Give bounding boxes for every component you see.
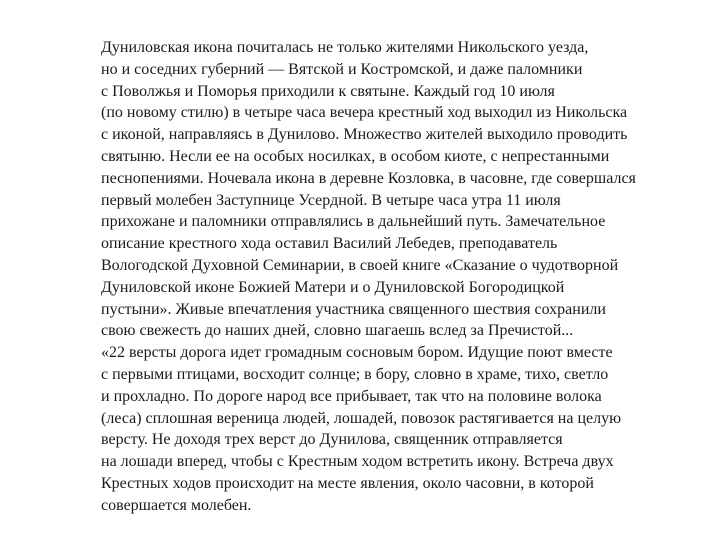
text-line-11: Вологодской Духовной Семинарии, в своей книге «Сказание о чудотворной — [101, 256, 619, 274]
text-line-6: святыню. Несли ее на особых носилках, в особом киоте, с непрестанными — [101, 147, 610, 165]
body-text — [101, 37, 701, 517]
text-line-8: первый молебен Заступнице Усердной. В четыре часа утра 11 июля — [101, 191, 561, 209]
text-line-12: Дуниловской иконе Божией Матери и о Дуниловской Богородицкой — [101, 278, 565, 296]
text-line-19: версту. Не доходя трех верст до Дунилова, священник отправляется — [101, 431, 563, 449]
text-line-4: (по новому стилю) в четыре часа вечера крестный ход выходил из Никольска — [101, 104, 628, 122]
text-line-18: (леса) сплошная вереница людей, лошадей, повозок растягивается на целую — [101, 409, 622, 427]
text-line-1: Дуниловская икона почиталась не только жителями Никольского уезда, — [101, 39, 589, 56]
text-line-22: совершается молебен. — [101, 496, 252, 514]
text-line-16: с первыми птицами, восходит солнце; в бору, словно в храме, тихо, светло — [101, 365, 609, 383]
text-line-10: описание крестного хода оставил Василий Лебедев, преподаватель — [101, 235, 558, 253]
text-line-5: с иконой, направляясь в Дунилово. Множество жителей выходило проводить — [101, 126, 628, 144]
text-line-17: и прохладно. По дороге народ все прибывает, так что на половине волока — [101, 387, 602, 405]
text-line-7: песнопениями. Ночевала икона в деревне Козловка, в часовне, где совершался — [101, 169, 636, 187]
text-line-2: но и соседних губерний — Вятской и Костромской, и даже паломники — [101, 60, 583, 78]
text-line-3: с Поволжья и Поморья приходили к святыне. Каждый год 10 июля — [101, 82, 555, 100]
text-line-13: пустыни». Живые впечатления участника священного шествия сохранили — [101, 300, 606, 318]
text-line-21: Крестных ходов происходит на месте явления, около часовни, в которой — [101, 474, 594, 492]
text-line-9: прихожане и паломники отправлялись в дальнейший путь. Замечательное — [101, 213, 606, 231]
text-line-14: свою свежесть до наших дней, словно шагаешь вслед за Пречистой... — [101, 322, 574, 340]
text-line-20: на лошади вперед, чтобы с Крестным ходом встретить икону. Встреча двух — [101, 453, 614, 471]
text-line-15: «22 версты дорога идет громадным сосновым бором. Идущие поют вместе — [101, 344, 613, 362]
